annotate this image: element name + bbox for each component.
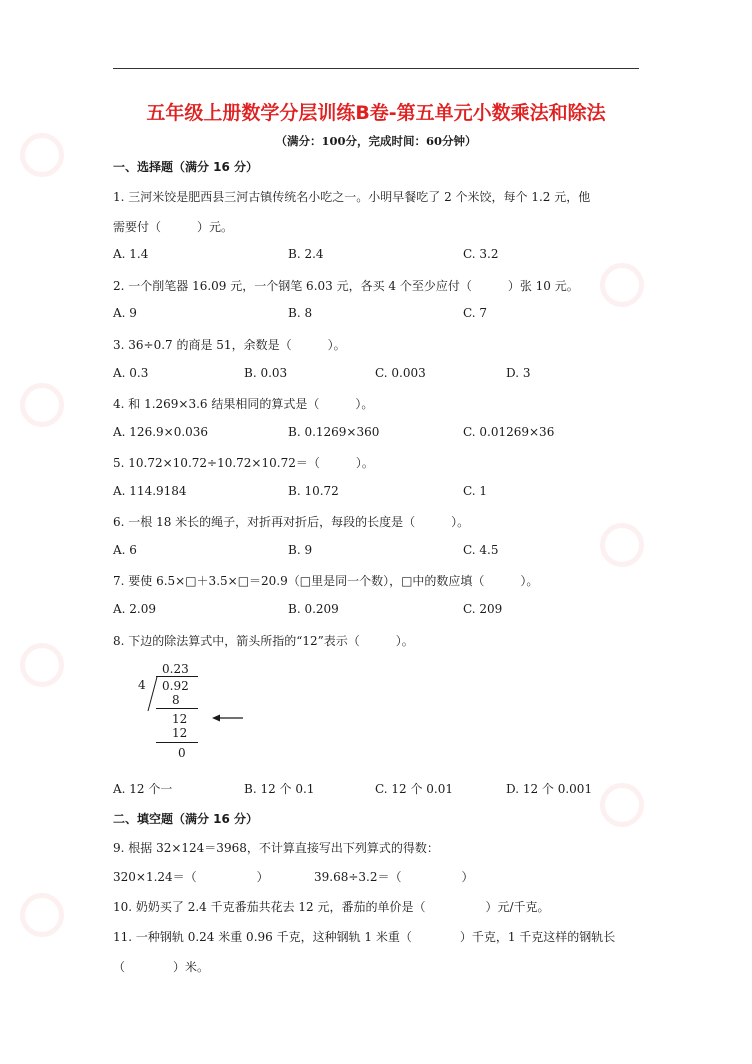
watermark xyxy=(20,890,64,937)
q9-expression-1[interactable]: 320×1.24＝（ ） xyxy=(113,870,269,884)
division-dividend: 0.92 xyxy=(162,679,189,693)
question-10: 10. 奶奶买了 2.4 千克番茄共花去 12 元，番茄的单价是（ ）元/千克。 xyxy=(113,900,550,914)
q8-option-a[interactable]: A. 12 个一 xyxy=(113,782,173,796)
q1-option-b[interactable]: B. 2.4 xyxy=(288,247,324,261)
q2-option-b[interactable]: B. 8 xyxy=(288,306,313,320)
question-5: 5. 10.72×10.72÷10.72×10.72＝（ ）。 xyxy=(113,456,374,470)
q3-option-a[interactable]: A. 0.3 xyxy=(113,366,149,380)
section-heading-fill: 二、填空题（满分 16 分） xyxy=(113,812,259,826)
q1-option-a[interactable]: A. 1.4 xyxy=(113,247,149,261)
division-step-2: 12 xyxy=(172,712,188,726)
question-11-line2: （ ）米。 xyxy=(113,960,210,974)
q9-expression-2[interactable]: 39.68÷3.2＝（ ） xyxy=(314,870,474,884)
division-quotient: 0.23 xyxy=(162,662,189,676)
q6-option-a[interactable]: A. 6 xyxy=(113,543,137,557)
q2-option-c[interactable]: C. 7 xyxy=(463,306,488,320)
question-1-line2: 需要付（ ）元。 xyxy=(113,220,234,234)
q6-option-c[interactable]: C. 4.5 xyxy=(463,543,499,557)
q5-option-b[interactable]: B. 10.72 xyxy=(288,484,339,498)
watermark-logo-icon xyxy=(600,523,644,567)
watermark-logo-icon xyxy=(20,643,64,687)
question-9: 9. 根据 32×124＝3968，不计算直接写出下列算式的得数： xyxy=(113,841,439,855)
question-4: 4. 和 1.269×3.6 结果相同的算式是（ ）。 xyxy=(113,397,374,411)
watermark-logo-icon xyxy=(600,263,644,307)
question-7: 7. 要使 6.5×□＋3.5×□＝20.9（□里是同一个数），□中的数应填（ ）。 xyxy=(113,574,539,588)
q7-option-b[interactable]: B. 0.209 xyxy=(288,602,339,616)
header-rule xyxy=(113,68,639,69)
pointer-arrow-icon xyxy=(212,713,244,723)
watermark xyxy=(600,520,644,567)
question-3: 3. 36÷0.7 的商是 51，余数是（ ）。 xyxy=(113,338,346,352)
section-heading-choice: 一、选择题（满分 16 分） xyxy=(113,160,259,174)
q6-option-b[interactable]: B. 9 xyxy=(288,543,313,557)
division-rule-2 xyxy=(156,742,198,743)
q4-option-c[interactable]: C. 0.01269×36 xyxy=(463,425,555,439)
q3-option-d[interactable]: D. 3 xyxy=(506,366,531,380)
q4-option-b[interactable]: B. 0.1269×360 xyxy=(288,425,380,439)
watermark-logo-icon xyxy=(600,783,644,827)
division-remainder: 0 xyxy=(178,746,186,760)
q1-option-c[interactable]: C. 3.2 xyxy=(463,247,499,261)
q8-option-c[interactable]: C. 12 个 0.01 xyxy=(375,782,454,796)
division-step-1: 8 xyxy=(172,693,180,707)
q7-option-c[interactable]: C. 209 xyxy=(463,602,503,616)
watermark-logo-icon xyxy=(20,383,64,427)
q5-option-a[interactable]: A. 114.9184 xyxy=(113,484,187,498)
q7-option-a[interactable]: A. 2.09 xyxy=(113,602,157,616)
page-subtitle: （满分：100分，完成时间：60分钟） xyxy=(275,134,477,148)
q2-option-a[interactable]: A. 9 xyxy=(113,306,137,320)
question-6: 6. 一根 18 米长的绳子，对折再对折后，每段的长度是（ ）。 xyxy=(113,515,470,529)
watermark xyxy=(600,780,644,827)
q8-option-b[interactable]: B. 12 个 0.1 xyxy=(244,782,315,796)
division-step-3: 12 xyxy=(172,726,188,740)
q5-option-c[interactable]: C. 1 xyxy=(463,484,488,498)
q8-option-d[interactable]: D. 12 个 0.001 xyxy=(506,782,593,796)
q4-option-a[interactable]: A. 126.9×0.036 xyxy=(113,425,209,439)
division-rule-1 xyxy=(156,708,198,709)
watermark-logo-icon xyxy=(20,893,64,937)
watermark xyxy=(20,640,64,687)
question-1-line1: 1. 三河米饺是肥西县三河古镇传统名小吃之一。小明早餐吃了 2 个米饺，每个 1.2 元，他 xyxy=(113,190,591,204)
division-divisor: 4 xyxy=(138,678,146,692)
watermark xyxy=(600,260,644,307)
watermark xyxy=(20,380,64,427)
question-2: 2. 一个削笔器 16.09 元，一个钢笔 6.03 元，各买 4 个至少应付（ ）张 10 元。 xyxy=(113,279,579,293)
question-11-line1: 11. 一种钢轨 0.24 米重 0.96 千克，这种钢轨 1 米重（ ）千克，1 千克这样的钢轨长 xyxy=(113,930,616,944)
division-bar xyxy=(156,676,198,677)
q3-option-b[interactable]: B. 0.03 xyxy=(244,366,288,380)
question-8: 8. 下边的除法算式中，箭头所指的“12”表示（ ）。 xyxy=(113,634,414,648)
page-title: 五年级上册数学分层训练B卷-第五单元小数乘法和除法 xyxy=(146,102,606,124)
division-bracket-icon xyxy=(146,676,160,712)
q3-option-c[interactable]: C. 0.003 xyxy=(375,366,426,380)
